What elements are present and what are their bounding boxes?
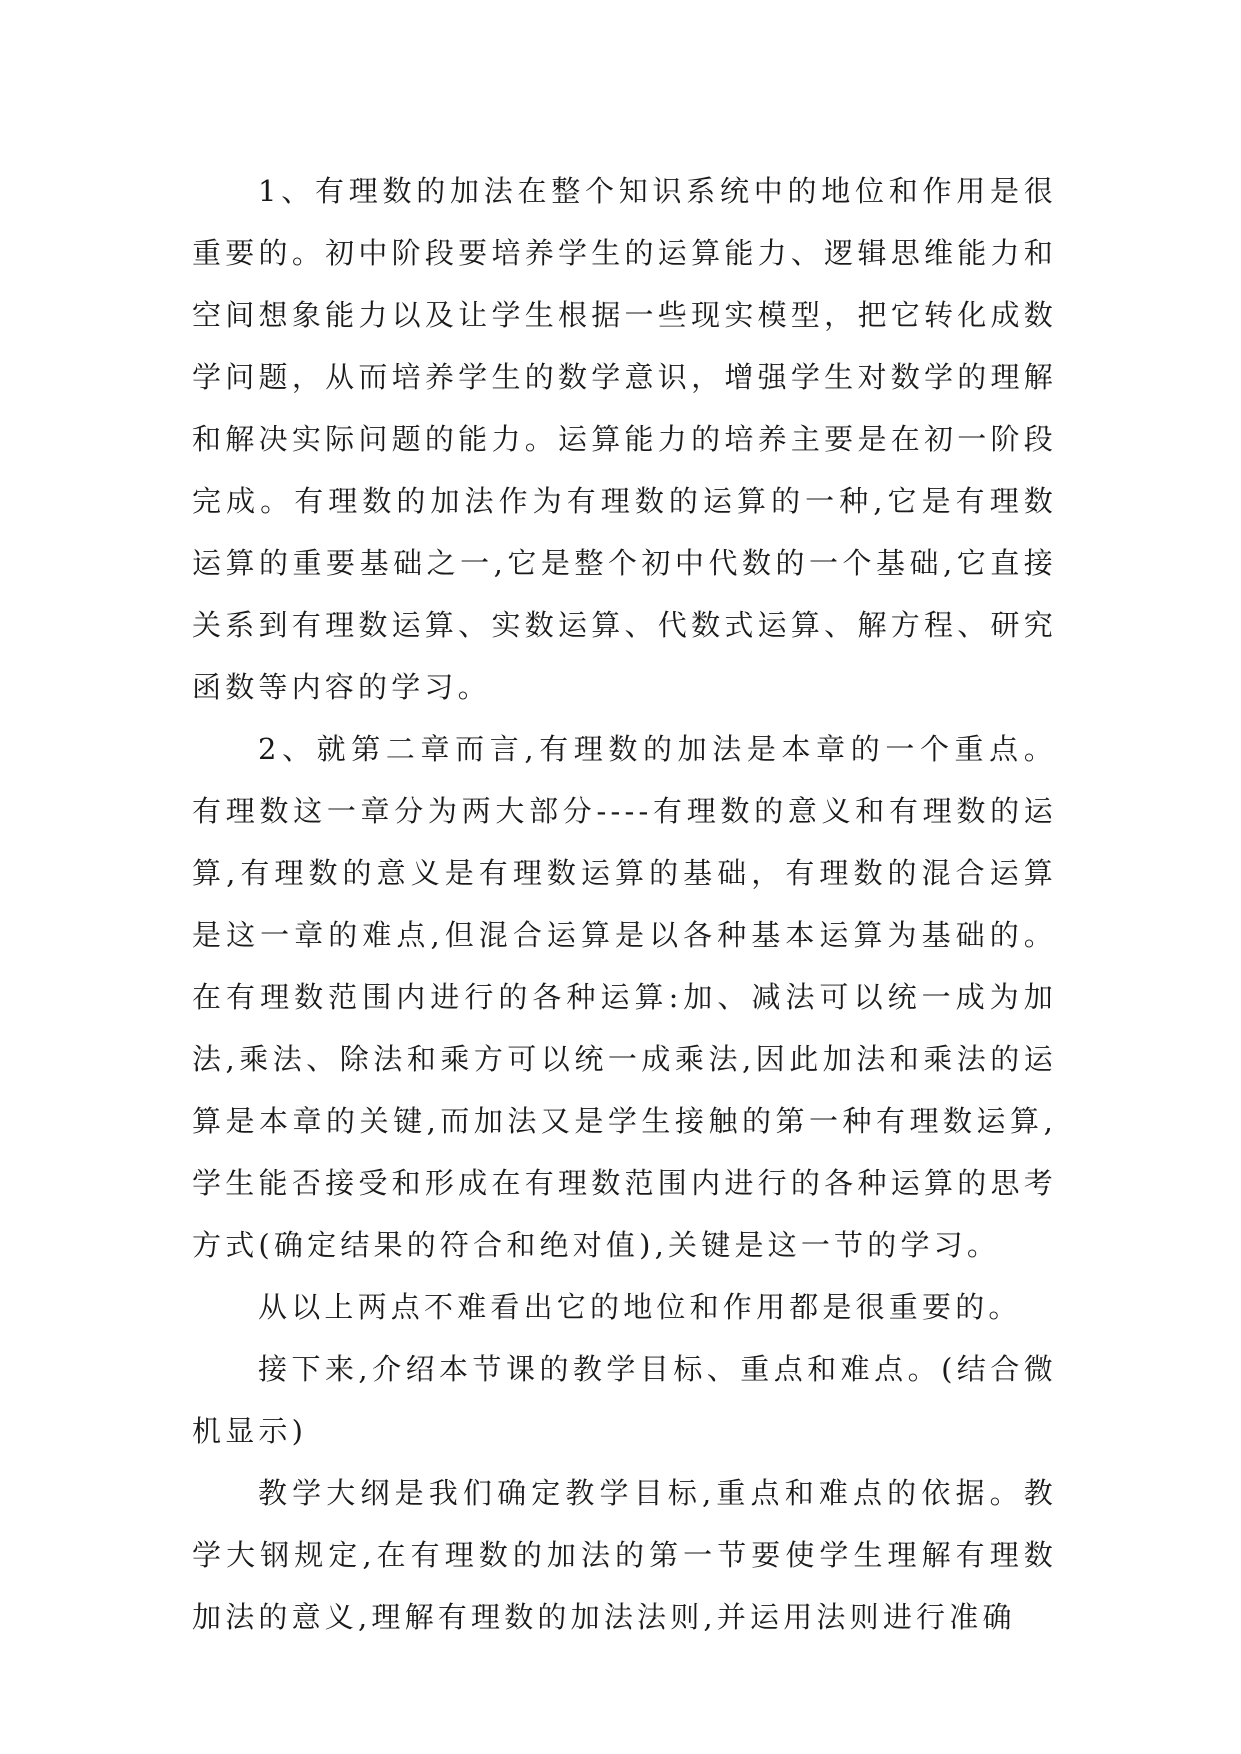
paragraph-conclusion: 从以上两点不难看出它的地位和作用都是很重要的。 [258,1290,1022,1324]
paragraph-syllabus: 教学大纲是我们确定教学目标,重点和难点的依据。教学大钢规定,在有理数的加法的第一节要使学生理解有理数加法的意义,理解有理数的加法法则,并运用法则进行准确 [192,1476,1057,1634]
document-page [192,160,1057,1648]
paragraph-introduction: 接下来,介绍本节课的教学目标、重点和难点。(结合微机显示) [192,1352,1057,1448]
paragraph-chapter-two: 2、就第二章而言,有理数的加法是本章的一个重点。有理数这一章分为两大部分----有理数的意义和有理数的运算,有理数的意义是有理数运算的基础，有理数的混合运算是这一章的难点,但混合运算是以各种基本运算为基础的。在有理数范围内进行的各种运算:加、减法可以统一成为加法,乘法、除法和乘方可以统一成乘法,因此加法和乘法的运算是本章的关键,而加法又是学生接触的第一种有理数运算,学生能否接受和形成在有理数范围内进行的各种运算的思考方式(确定结果的符合和绝对值),关键是这一节的学习。 [192,732,1057,1262]
paragraph-importance: 1、有理数的加法在整个知识系统中的地位和作用是很重要的。初中阶段要培养学生的运算能力、逻辑思维能力和空间想象能力以及让学生根据一些现实模型，把它转化成数学问题，从而培养学生的数学意识，增强学生对数学的理解和解决实际问题的能力。运算能力的培养主要是在初一阶段完成。有理数的加法作为有理数的运算的一种,它是有理数运算的重要基础之一,它是整个初中代数的一个基础,它直接关系到有理数运算、实数运算、代数式运算、解方程、研究函数等内容的学习。 [192,174,1057,704]
